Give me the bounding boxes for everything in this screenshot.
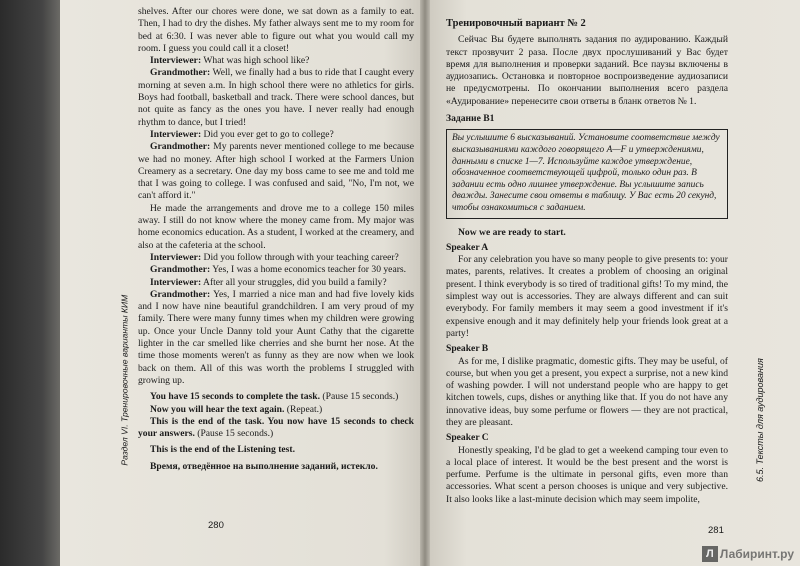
paragraph: This is the end of the task. You now have 15 seconds to check your answers. (Pause 15 seconds.): [138, 415, 414, 440]
speaker-text: For any celebration you have so many people to give presents to: your mates, parents, relatives. It creates a problem of choosing an original present. I think everybody is so tired of traditional gifts! To my mind, the simplest way out is accessories. They are always different and can suit everybody. For family members it may seem a good investment if it's expensive enough and it may definitely help your friends look great at a party!: [446, 254, 728, 339]
paragraph: Now you will hear the text again. (Repeat.): [150, 403, 323, 415]
left-page-number: 280: [208, 520, 224, 531]
paragraph: Interviewer: Did you ever get to go to college?: [150, 128, 334, 140]
book-spread: [60, 0, 800, 566]
watermark-text: Лабиринт.ру: [719, 546, 794, 561]
speaker-text: As for me, I dislike pragmatic, domestic gifts. They may be useful, of course, but when you get a present, you expect a surprise, not a new kind of washing powder. I will not understand people who are happy to get kitchen towels, cups, dishes or anything like that. If you do not have any innovative ideas, buy some perfume or flowers — they are not practical, they are pleasant.: [446, 355, 728, 428]
left-page: [60, 0, 420, 566]
paragraph: You have 15 seconds to complete the task. (Pause 15 seconds.): [150, 391, 399, 403]
paragraph: Grandmother: Yes, I was a home economics teacher for 30 years.: [150, 264, 407, 276]
task-title: Задание B1: [446, 113, 495, 125]
paragraph: Interviewer: What was high school like?: [150, 55, 310, 67]
paragraph: Grandmother: Yes, I married a nice man and had five lovely kids and I now have nine beautiful grandchildren. I am very proud of my family. There were many funny times when my children were growing up. Once your Uncle Danny told your Aunt Cathy that the cigarette lighter in the car smelled like cherries and she burnt her nose. At the time those moments weren't as funny as they are now when we look back on them. All of this was worth the problems I struggled with growing up.: [138, 288, 414, 386]
left-side-caption: Раздел VI. Тренировочные варианты КИМ: [118, 294, 129, 466]
background-left-edge: [0, 0, 60, 566]
paragraph: Grandmother: My parents never mentioned college to me because we had no money. After high school I worked at the Farmers Union Creamery as a secretary. One day my boss came to see me and told me that I was going to college. I was confused and said, "No, I'm not, we can't afford it.": [138, 141, 414, 202]
paragraph: This is the end of the Listening test.: [150, 444, 295, 456]
right-side-caption: 6.5. Тексты для аудирования: [754, 358, 765, 482]
variant-title: Тренировочный вариант № 2: [446, 18, 586, 29]
right-page-number: 281: [708, 525, 724, 536]
intro-paragraph: Сейчас Вы будете выполнять задания по аудированию. Каждый текст прозвучит 2 раза. После двух прослушиваний у Вас будет время для выполнения и проверки заданий. Все паузы включены в аудиозапись. Остановка и повторное воспроизведение аудиозаписи не предусмотрены. По окончании выполнения всего раздела «Аудирование» перенесите свои ответы в бланк ответов № 1.: [446, 34, 728, 107]
paragraph: Interviewer: After all your struggles, did you build a family?: [150, 276, 387, 288]
watermark-logo-icon: Л: [702, 546, 718, 562]
book-gutter: [420, 0, 430, 566]
watermark: [702, 546, 794, 562]
paragraph: Время, отведённое на выполнение заданий, истекло.: [150, 460, 378, 472]
ready-line: Now we are ready to start.: [458, 226, 566, 238]
right-page-text: [446, 18, 728, 506]
speaker-label: Speaker A: [446, 241, 489, 253]
task-instructions-box: Вы услышите 6 высказываний. Установите соответствие между высказываниями каждого говорящего A—F и утверждениями, данными в списке 1—7. Используйте каждое утверждение, обозначенное соответствующей цифрой, только один раз. В задании есть одно лишнее утверждение. Вы услышите запись дважды. Занесите свои ответы в таблицу. У Вас есть 20 секунд, чтобы ознакомиться с заданием.: [446, 129, 728, 218]
left-page-text: [138, 6, 414, 473]
right-page: [430, 0, 800, 566]
paragraph: shelves. After our chores were done, we sat down as a family to eat. Then, I had to dry the dishes. My father always sent me to my room for bed at 6:30. I was never able to figure out what you would call my room. I guess you could call it a closet!: [138, 6, 414, 54]
speaker-text: Honestly speaking, I'd be glad to get a weekend camping tour even to a local place of interest. It would be the best present and the worst is perfume. Perfume is the ultimate in personal gifts, even more than accessories. What scent a person chooses is unique and very subjective. It also looks like a last-minute decision which may seem impolite,: [446, 444, 728, 505]
paragraph: Grandmother: Well, we finally had a bus to ride that I caught every morning at seven a.m. In high school there were no athletics for girls. Boys had football, basketball and track. There were school dances, but not quite as fancy as the ones you have. I never really had enough rhythm to dance, but I tried!: [138, 67, 414, 128]
speaker-label: Speaker C: [446, 432, 489, 444]
speaker-label: Speaker B: [446, 343, 489, 355]
paragraph: He made the arrangements and drove me to a college 150 miles away. I still do not know where the money came from. My major was home economics education. As a student, I worked at the creamery, and also at the cafeteria at the school.: [138, 202, 414, 251]
paragraph: Interviewer: Did you follow through with your teaching career?: [150, 251, 399, 263]
